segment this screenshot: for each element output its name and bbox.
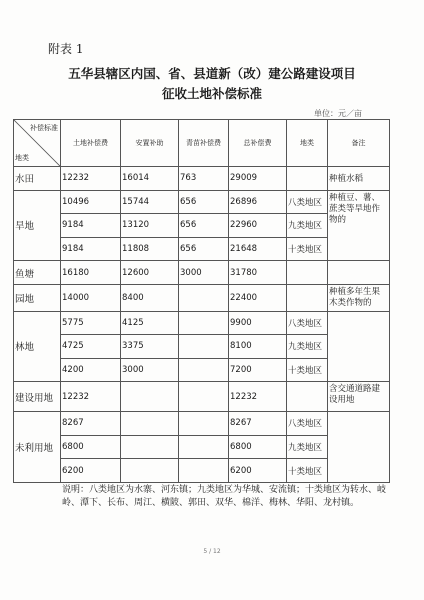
crop-compensation-cell: 763	[179, 167, 229, 191]
header-total-compensation: 总补偿费	[229, 120, 287, 167]
region-class-cell	[287, 382, 328, 412]
resettlement-cell: 16014	[121, 167, 179, 191]
land-type-cell: 鱼塘	[14, 261, 61, 285]
land-compensation-cell: 12232	[61, 167, 121, 191]
corner-top-label: 补偿标准	[30, 124, 58, 132]
page-number: 5 / 12	[203, 548, 221, 555]
total-compensation-cell: 6200	[229, 459, 287, 483]
total-compensation-cell: 26896	[229, 190, 287, 214]
region-class-cell: 十类地区	[287, 237, 328, 261]
table-row	[14, 311, 390, 335]
land-compensation-cell: 9184	[61, 237, 121, 261]
remarks-cell: 种植豆、薯、蔗类等旱地作物的	[328, 190, 390, 261]
table-row	[14, 167, 390, 191]
resettlement-cell	[121, 459, 179, 483]
resettlement-cell	[121, 435, 179, 459]
crop-compensation-cell	[179, 382, 229, 412]
remarks-cell: 种植多年生果木类作物的	[328, 284, 390, 311]
land-compensation-cell: 16180	[61, 261, 121, 285]
crop-compensation-cell	[179, 311, 229, 335]
land-type-cell: 林地	[14, 311, 61, 382]
header-crop-compensation: 青苗补偿费	[179, 120, 229, 167]
land-compensation-cell: 8267	[61, 412, 121, 436]
crop-compensation-cell	[179, 412, 229, 436]
remarks-cell	[328, 412, 390, 483]
table-row	[14, 261, 390, 285]
crop-compensation-cell	[179, 284, 229, 311]
resettlement-cell: 12600	[121, 261, 179, 285]
table-row	[14, 284, 390, 311]
total-compensation-cell: 9900	[229, 311, 287, 335]
land-compensation-cell: 5775	[61, 311, 121, 335]
total-compensation-cell: 21648	[229, 237, 287, 261]
unit-label: 单位：元／亩	[314, 109, 362, 118]
land-type-cell: 旱地	[14, 190, 61, 261]
header-remarks: 备注	[328, 120, 390, 167]
resettlement-cell	[121, 412, 179, 436]
land-compensation-cell: 4200	[61, 358, 121, 382]
resettlement-cell: 11808	[121, 237, 179, 261]
table-row	[14, 382, 390, 412]
total-compensation-cell: 8267	[229, 412, 287, 436]
resettlement-cell: 15744	[121, 190, 179, 214]
header-resettlement: 安置补助	[121, 120, 179, 167]
remarks-cell: 含交通道路建设用地	[328, 382, 390, 412]
crop-compensation-cell: 656	[179, 214, 229, 238]
region-class-cell	[287, 284, 328, 311]
total-compensation-cell: 8100	[229, 335, 287, 359]
compensation-table	[13, 119, 390, 483]
crop-compensation-cell: 656	[179, 190, 229, 214]
table-header-row	[14, 120, 390, 167]
crop-compensation-cell: 3000	[179, 261, 229, 285]
land-compensation-cell: 4725	[61, 335, 121, 359]
region-class-cell: 九类地区	[287, 335, 328, 359]
crop-compensation-cell	[179, 335, 229, 359]
region-class-cell: 八类地区	[287, 412, 328, 436]
region-class-cell: 九类地区	[287, 435, 328, 459]
region-class-cell: 八类地区	[287, 311, 328, 335]
region-class-cell	[287, 167, 328, 191]
crop-compensation-cell: 656	[179, 237, 229, 261]
total-compensation-cell: 6800	[229, 435, 287, 459]
land-compensation-cell: 9184	[61, 214, 121, 238]
document-title-line2: 征收土地补偿标准	[161, 86, 262, 101]
remarks-cell	[328, 311, 390, 382]
total-compensation-cell: 7200	[229, 358, 287, 382]
resettlement-cell: 3000	[121, 358, 179, 382]
document-title-line1: 五华县辖区内国、省、县道新（改）建公路建设项目	[68, 66, 356, 81]
land-type-cell: 未利用地	[14, 412, 61, 483]
total-compensation-cell: 31780	[229, 261, 287, 285]
crop-compensation-cell	[179, 459, 229, 483]
resettlement-cell: 8400	[121, 284, 179, 311]
crop-compensation-cell	[179, 358, 229, 382]
land-type-cell: 建设用地	[14, 382, 61, 412]
total-compensation-cell: 29009	[229, 167, 287, 191]
header-land-compensation: 土地补偿费	[61, 120, 121, 167]
explanation-note: 说明：八类地区为水寨、河东镇；九类地区为华城、安流镇；十类地区为转水、岐岭、潭下、长布、周江、横陂、郭田、双华、棉洋、梅林、华阳、龙村镇。	[62, 485, 387, 508]
remarks-cell: 种植水稻	[328, 167, 390, 191]
remarks-cell	[328, 261, 390, 285]
total-compensation-cell: 22400	[229, 284, 287, 311]
appendix-label: 附表 1	[48, 42, 84, 56]
land-compensation-cell: 10496	[61, 190, 121, 214]
land-type-cell: 水田	[14, 167, 61, 191]
resettlement-cell: 4125	[121, 311, 179, 335]
land-type-cell: 园地	[14, 284, 61, 311]
region-class-cell	[287, 261, 328, 285]
land-compensation-cell: 14000	[61, 284, 121, 311]
land-compensation-cell: 12232	[61, 382, 121, 412]
region-class-cell: 十类地区	[287, 459, 328, 483]
total-compensation-cell: 22960	[229, 214, 287, 238]
region-class-cell: 十类地区	[287, 358, 328, 382]
region-class-cell: 九类地区	[287, 214, 328, 238]
table-row	[14, 412, 390, 436]
table-row	[14, 190, 390, 214]
land-compensation-cell: 6200	[61, 459, 121, 483]
resettlement-cell	[121, 382, 179, 412]
table-corner-cell	[14, 120, 61, 167]
corner-bottom-label: 地类	[15, 154, 29, 163]
total-compensation-cell: 12232	[229, 382, 287, 412]
header-region-class: 地类	[287, 120, 328, 167]
resettlement-cell: 13120	[121, 214, 179, 238]
region-class-cell: 八类地区	[287, 190, 328, 214]
resettlement-cell: 3375	[121, 335, 179, 359]
land-compensation-cell: 6800	[61, 435, 121, 459]
crop-compensation-cell	[179, 435, 229, 459]
